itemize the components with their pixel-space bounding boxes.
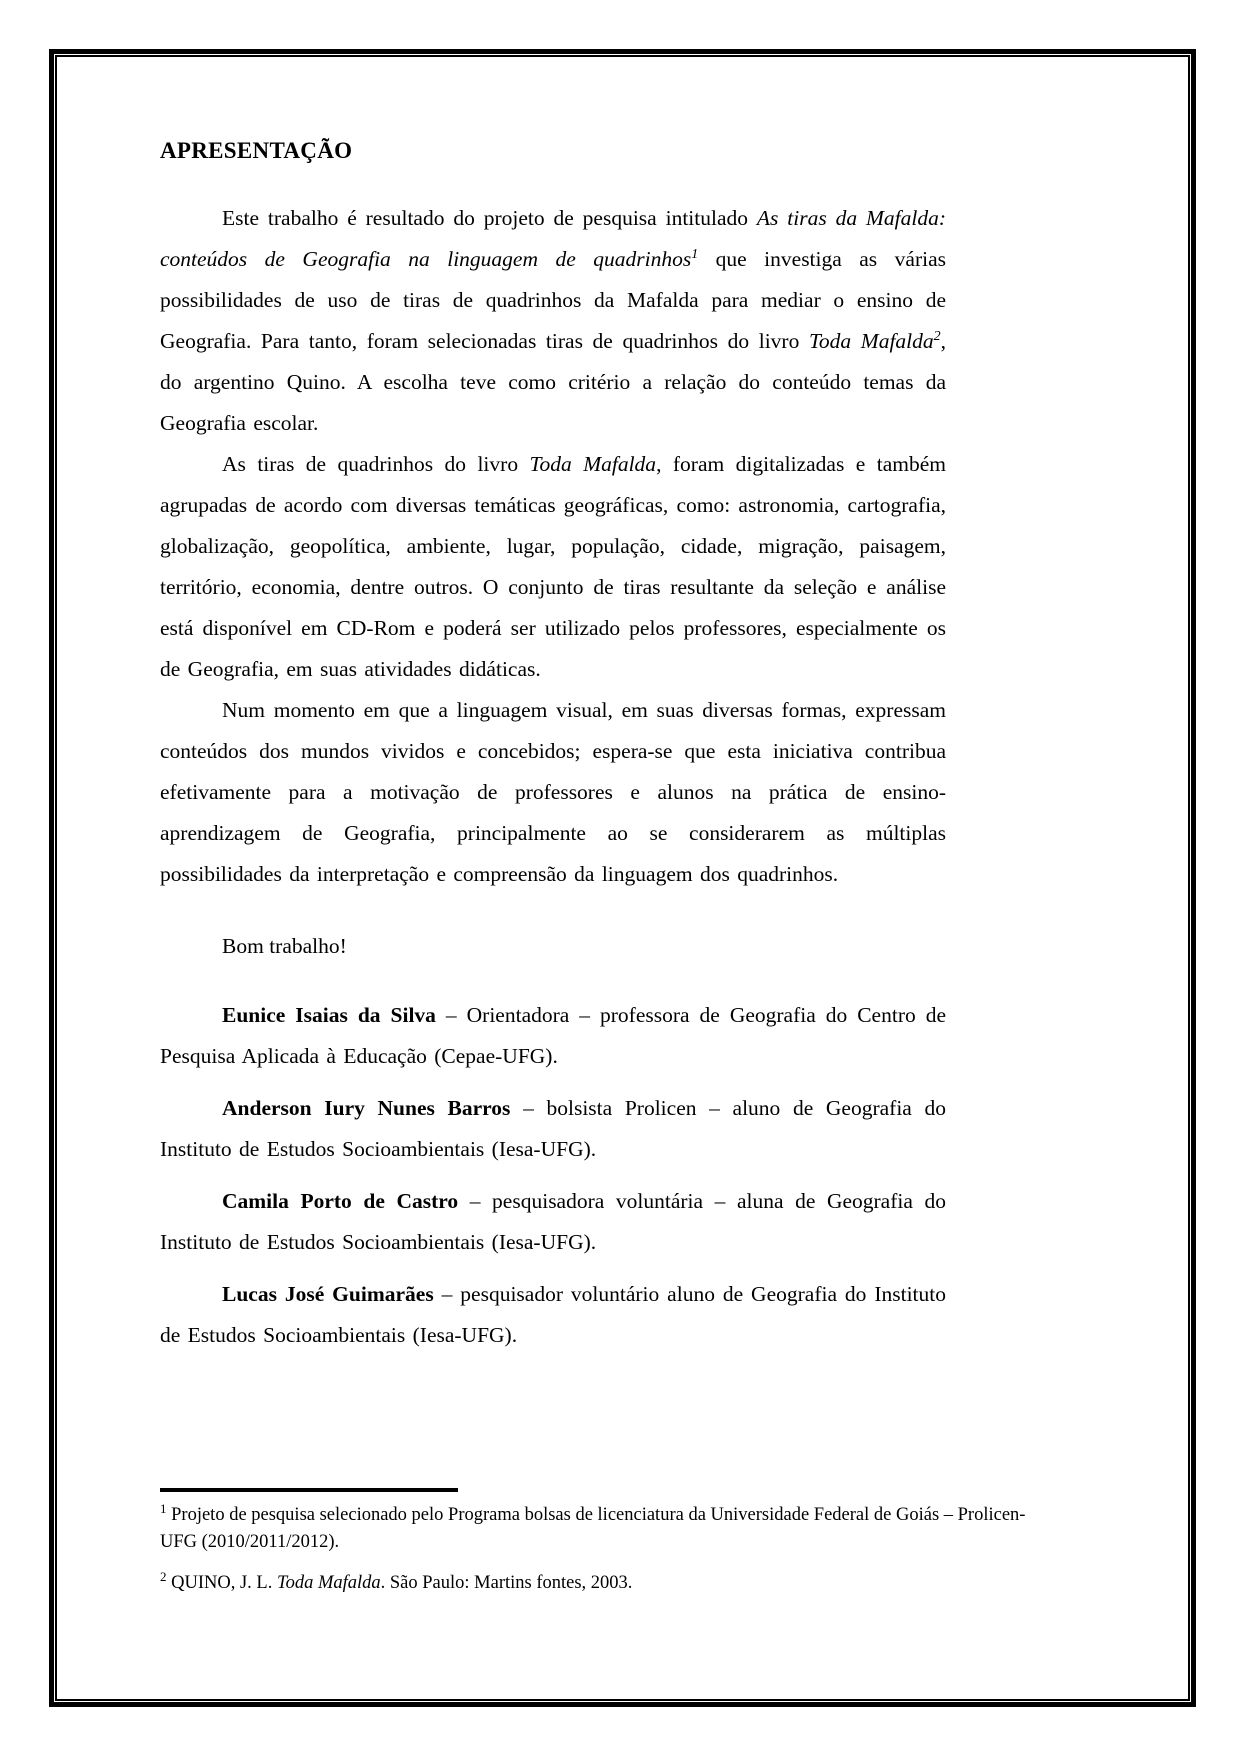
- paragraph-2: [160, 444, 946, 690]
- footnote-ref-1: 1: [691, 246, 699, 262]
- text-run: As tiras de quadrinhos do livro: [222, 452, 530, 476]
- text-run: Este trabalho é resultado do projeto de pesquisa intitulado: [222, 206, 757, 230]
- footnote-2: [160, 1570, 1053, 1597]
- footnote-text: QUINO, J. L.: [171, 1573, 277, 1593]
- paragraph-1: [160, 198, 946, 444]
- contributor-4: [160, 1274, 946, 1356]
- footnote-1: [160, 1502, 1053, 1556]
- contributor-name: Anderson Iury Nunes Barros: [222, 1096, 511, 1120]
- text-run: que investiga as várias possibilidades de uso de tiras de quadrinhos da Mafalda para mediar o ensino de Geografia. Para tanto, foram selecionadas tiras de quadrinhos do livro: [160, 247, 946, 353]
- text-run-italic: As tiras da Mafalda: conteúdos de Geografia na linguagem de quadrinhos: [160, 206, 946, 271]
- footnote-marker-1: 1: [160, 1500, 167, 1516]
- contributor-name: Camila Porto de Castro: [222, 1189, 459, 1213]
- contributor-2: [160, 1088, 946, 1170]
- contributor-description: – bolsista Prolicen – aluno de Geografia do Instituto de Estudos Socioambientais (Iesa-UFG).: [160, 1096, 947, 1161]
- contributor-description: – pesquisadora voluntária – aluna de Geografia do Instituto de Estudos Socioambientais (Iesa-UFG).: [160, 1189, 946, 1254]
- footnote-area: [160, 1488, 1053, 1611]
- footnote-ref-2: 2: [933, 328, 941, 344]
- footnote-text-italic: Toda Mafalda: [276, 1573, 381, 1593]
- footnote-text: Projeto de pesquisa selecionado pelo Programa bolsas de licenciatura da Universidade Federal de Goiás – Prolicen-UFG (2010/2011/2012).: [160, 1505, 1026, 1552]
- paragraph-3: Num momento em que a linguagem visual, em suas diversas formas, expressam conteúdos dos mundos vividos e concebidos; espera-se que esta iniciativa contribua efetivamente para a motivação de professores e alunos na prática de ensino-aprendizagem de Geografia, principalmente ao se considerarem as múltiplas possibilidades da interpretação e compreensão da linguagem dos quadrinhos.: [160, 698, 946, 886]
- page-content: [160, 136, 946, 1356]
- contributor-name: Eunice Isaias da Silva: [222, 1003, 436, 1027]
- text-run: , foram digitalizadas e também agrupadas de acordo com diversas temáticas geográficas, como: astronomia, cartografia, globalização, geopolítica, ambiente, lugar, população, cidade, migração, paisagem, território, economia, dentre outros. O conjunto de tiras resultante da seleção e análise está disponível em CD-Rom e poderá ser utilizado pelos professores, especialmente os de Geografia, em suas atividades didáticas.: [160, 452, 946, 681]
- contributor-description: – pesquisador voluntário aluno de Geografia do Instituto de Estudos Socioambientais (Iesa-UFG).: [160, 1282, 946, 1347]
- text-run-italic: Toda Mafalda: [808, 329, 934, 353]
- contributor-name: Lucas José Guimarães: [222, 1282, 434, 1306]
- footnote-text: . São Paulo: Martins fontes, 2003.: [380, 1573, 633, 1593]
- section-title: APRESENTAÇÃO: [160, 138, 353, 163]
- footnote-separator-rule: [160, 1488, 458, 1492]
- text-run-italic: Toda Mafalda: [529, 452, 657, 476]
- closing-remark: Bom trabalho!: [222, 934, 347, 958]
- contributor-description: – Orientadora – professora de Geografia do Centro de Pesquisa Aplicada à Educação (Cepae-UFG).: [160, 1003, 947, 1068]
- contributor-3: [160, 1181, 946, 1263]
- footnote-marker-2: 2: [160, 1568, 167, 1584]
- text-run: , do argentino Quino. A escolha teve como critério a relação do conteúdo temas da Geografia escolar.: [160, 329, 946, 435]
- contributor-1: [160, 995, 946, 1077]
